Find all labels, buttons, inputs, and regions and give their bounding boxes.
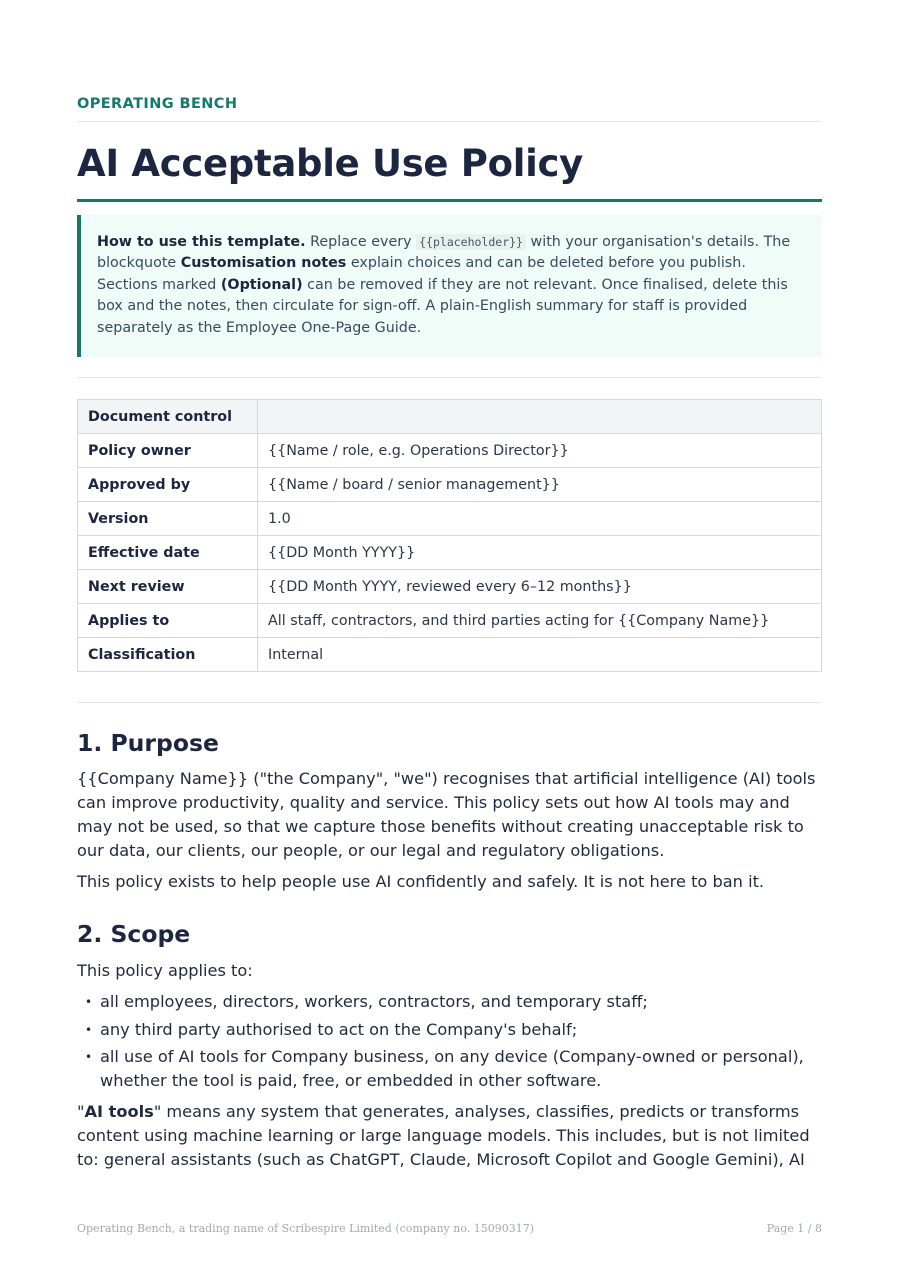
definition-open-quote: ": [77, 1102, 85, 1121]
row-value: {{DD Month YYYY, reviewed every 6–12 months}}: [258, 570, 822, 604]
purpose-heading: 1. Purpose: [77, 729, 219, 757]
section-divider: [77, 377, 822, 378]
footer-page-number: Page 1 / 8: [766, 1222, 822, 1235]
callout-text-1: Replace every: [305, 234, 417, 250]
row-label: Effective date: [78, 536, 258, 570]
table-row: [78, 536, 822, 570]
placeholder-code: {{placeholder}}: [416, 234, 526, 250]
callout-lead: How to use this template.: [97, 234, 306, 250]
callout-text-3: explain choices and can be deleted before you publish. Sections marked: [97, 255, 746, 293]
row-value: {{Name / role, e.g. Operations Director}}: [258, 434, 822, 468]
row-value: Internal: [258, 638, 822, 672]
table-row: [78, 570, 822, 604]
purpose-paragraph-1: {{Company Name}} ("the Company", "we") recognises that artificial intelligence (AI) tools can improve productivity, quality and service. This policy sets out how AI tools may and may not be used, so that we capture those benefits without creating unacceptable risk to our data, our clients, our people, or our legal and regulatory obligations.: [77, 769, 816, 860]
callout-text-4: can be removed if they are not relevant. Once finalised, delete this box and the notes, then circulate for sign-off. A plain-English summary for staff is provided separately as the Employee One-Page Guide.: [97, 276, 788, 336]
list-item: • all employees, directors, workers, contractors, and temporary staff;: [77, 990, 822, 1014]
template-instructions-callout: [77, 215, 822, 357]
title-underline: [77, 199, 822, 202]
row-label: Applies to: [78, 604, 258, 638]
definition-term: AI tools: [84, 1102, 154, 1121]
table-header-cell: Document control: [78, 400, 258, 434]
table-row: [78, 638, 822, 672]
list-item: • all use of AI tools for Company business, on any device (Company-owned or personal), whether the tool is paid, free, or embedded in other software.: [77, 1045, 822, 1093]
ai-tools-definition: [77, 1100, 822, 1172]
callout-bold-optional: (Optional): [220, 276, 303, 293]
brand-divider: [77, 121, 822, 122]
row-label: Policy owner: [78, 434, 258, 468]
row-value: {{DD Month YYYY}}: [258, 536, 822, 570]
list-item: • any third party authorised to act on the Company's behalf;: [77, 1018, 822, 1042]
row-label: Version: [78, 502, 258, 536]
definition-text: " means any system that generates, analyses, classifies, predicts or transforms content using machine learning or large language models. This includes, but is not limited to: general assistants (such as ChatGPT, Claude, Microsoft Copilot and Google Gemini), AI: [77, 1102, 810, 1169]
document-control-table: [77, 399, 822, 672]
scope-list: [77, 990, 822, 1097]
row-label: Approved by: [78, 468, 258, 502]
table-row: [78, 434, 822, 468]
table-header-row: [78, 400, 822, 434]
table-header-empty-cell: [258, 400, 822, 434]
scope-intro: This policy applies to:: [77, 961, 253, 980]
row-value: 1.0: [258, 502, 822, 536]
purpose-paragraph-2: This policy exists to help people use AI confidently and safely. It is not here to ban it.: [77, 872, 765, 891]
row-value: {{Name / board / senior management}}: [258, 468, 822, 502]
brand-name: OPERATING BENCH: [77, 96, 238, 112]
callout-bold-customisation: Customisation notes: [180, 255, 347, 272]
table-row: [78, 468, 822, 502]
row-label: Classification: [78, 638, 258, 672]
table-row: [78, 502, 822, 536]
row-label: Next review: [78, 570, 258, 604]
page-title: AI Acceptable Use Policy: [77, 142, 583, 185]
callout-text-2: with your organisation's details. The blockquote: [97, 234, 791, 272]
row-value: All staff, contractors, and third parties acting for {{Company Name}}: [258, 604, 822, 638]
scope-heading: 2. Scope: [77, 920, 191, 948]
footer-company-text: Operating Bench, a trading name of Scribespire Limited (company no. 15090317): [77, 1222, 535, 1235]
section-divider: [77, 702, 822, 703]
table-row: [78, 604, 822, 638]
